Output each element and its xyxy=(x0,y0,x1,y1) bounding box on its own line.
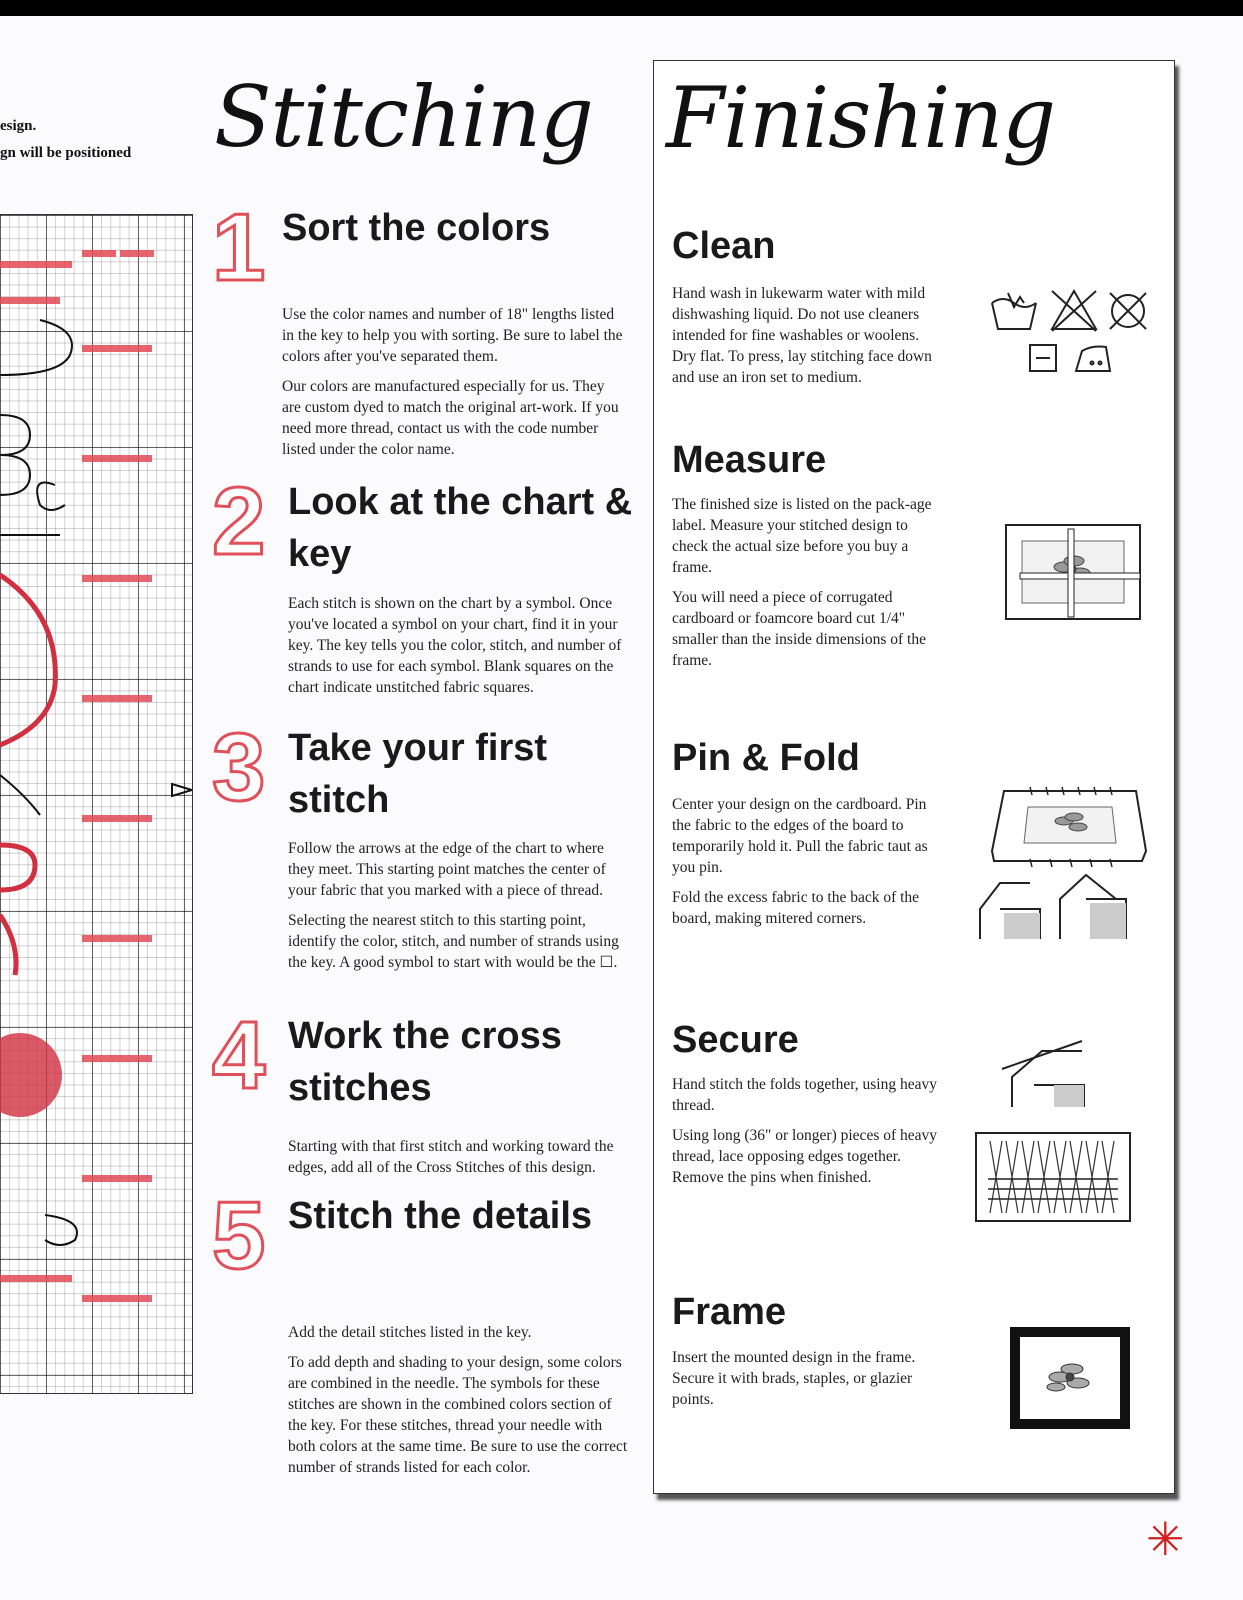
step-paragraph: Our colors are manufactured especially for us. They are custom dyed to match the original art-work. If you need more thread, contact us with the code number listed under the color name. xyxy=(282,378,619,458)
left-column-line-1: esign. xyxy=(0,118,37,134)
asterisk-icon: ✳ xyxy=(1146,1512,1185,1566)
no-bleach-icon xyxy=(1052,291,1096,331)
chart-motifs xyxy=(0,215,192,1393)
step-title: Look at the chart & key xyxy=(288,481,633,575)
step-paragraph: Selecting the nearest stitch to this starting point, identify the color, stitch, and number of strands using the key. A good symbol to start with would be the ☐. xyxy=(288,912,619,971)
section-paragraph: Hand stitch the folds together, using heavy thread. xyxy=(672,1076,937,1114)
cross-stitch-chart-fragment xyxy=(0,214,193,1394)
frame-illustration xyxy=(1008,1325,1132,1431)
pin-illustration xyxy=(990,781,1150,869)
section-body-measure xyxy=(672,494,944,680)
iron-medium-icon xyxy=(1076,347,1110,372)
left-column-line-2: gn will be positioned xyxy=(0,145,132,161)
section-paragraph: Hand wash in lukewarm water with mild dishwashing liquid. Do not use cleaners intended for fine washables or woolens. Dry flat. To press, lay stitching face down and use an iron set to medium. xyxy=(672,285,932,386)
step-number: 1 xyxy=(212,194,266,301)
step-number: 4 xyxy=(212,1002,266,1109)
section-body-secure xyxy=(672,1074,944,1197)
section-paragraph: Insert the mounted design in the frame. Secure it with brads, staples, or glazier points. xyxy=(672,1349,916,1408)
step-paragraph: Starting with that first stitch and working toward the edges, add all of the Cross Stitches of this design. xyxy=(288,1138,614,1176)
step-paragraph: Each stitch is shown on the chart by a symbol. Once you've located a symbol on your chart, find it in your key. The key tells you the color, stitch, and number of strands to use for each symbol. Blank squares on the chart indicate unstitched fabric squares. xyxy=(288,595,622,696)
no-dry-clean-icon xyxy=(1110,293,1146,329)
step-body xyxy=(282,304,627,469)
section-paragraph: Using long (36" or longer) pieces of heavy thread, lace opposing edges together. Remove the pins when finished. xyxy=(672,1127,938,1186)
lacing-illustration xyxy=(968,1121,1138,1233)
section-paragraph: The finished size is listed on the pack-age label. Measure your stitched design to check the actual size before you buy a frame. xyxy=(672,496,932,576)
step-paragraph: Follow the arrows at the edge of the chart to where they meet. This starting point matches the center of your fabric that you marked with a piece of thread. xyxy=(288,840,606,899)
measure-illustration xyxy=(1004,523,1144,623)
step-title: Work the cross stitches xyxy=(288,1015,562,1109)
step-title: Sort the colors xyxy=(282,207,551,249)
section-paragraph: Center your design on the cardboard. Pin the fabric to the edges of the board to temporarily hold it. Pull the fabric taut as you pin. xyxy=(672,796,928,876)
section-body-pin-fold xyxy=(672,794,944,938)
step-title: Stitch the details xyxy=(288,1195,593,1237)
step-paragraph: Add the detail stitches listed in the key. xyxy=(288,1324,532,1341)
care-symbols xyxy=(990,283,1150,383)
section-body-frame xyxy=(672,1347,944,1419)
dry-flat-icon xyxy=(1030,345,1056,371)
step-paragraph: Use the color names and number of 18" lengths listed in the key to help you with sorting. Be sure to label the colors after you've separated them. xyxy=(282,306,623,365)
step-number: 3 xyxy=(212,714,266,821)
step-number: 2 xyxy=(212,468,266,575)
step-number: 5 xyxy=(212,1182,266,1289)
step-body xyxy=(288,1322,633,1487)
hand-wash-icon xyxy=(992,293,1036,329)
section-title-secure: Secure xyxy=(672,1019,799,1061)
section-title-clean: Clean xyxy=(672,225,776,267)
step-body xyxy=(288,838,633,982)
stitching-title: Stitching xyxy=(214,68,593,166)
step-body xyxy=(288,1136,633,1187)
step-title: Take your first stitch xyxy=(288,727,548,821)
section-paragraph: Fold the excess fabric to the back of the board, making mitered corners. xyxy=(672,889,920,927)
section-title-pin-fold: Pin & Fold xyxy=(672,737,860,779)
step-paragraph: To add depth and shading to your design, some colors are combined in the needle. The symbols for these stitches are shown in the combined colors section of the key. For these stitches, thread your needle with both colors at the same time. Be sure to use the correct number of strands listed for each color. xyxy=(288,1354,628,1476)
section-title-measure: Measure xyxy=(672,439,827,481)
step-body xyxy=(288,593,633,707)
hand-stitch-illustration xyxy=(994,1039,1104,1109)
finishing-panel xyxy=(653,60,1175,1494)
section-title-frame: Frame xyxy=(672,1291,787,1333)
fold-corners-illustration xyxy=(974,869,1134,945)
finishing-title: Finishing xyxy=(666,69,1056,167)
scan-top-edge xyxy=(0,0,1243,16)
section-paragraph: You will need a piece of corrugated cardboard or foamcore board cut 1/4" smaller than the inside dimensions of the frame. xyxy=(672,589,926,669)
section-body-clean xyxy=(672,283,944,397)
